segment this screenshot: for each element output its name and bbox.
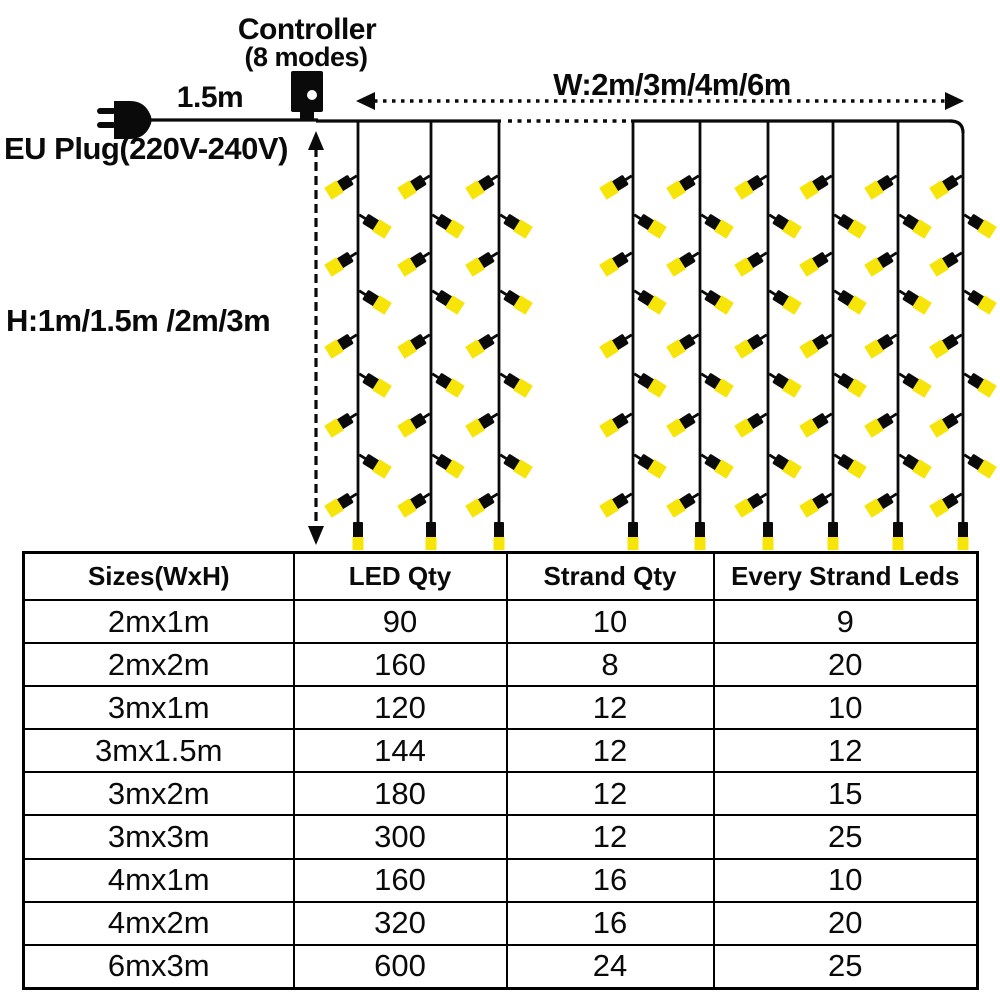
led-bulb-icon <box>799 329 835 359</box>
led-bulb-icon <box>429 368 465 398</box>
led-bulb-icon <box>356 449 392 479</box>
led-bulb-icon <box>631 285 667 315</box>
led-bulb-icon <box>599 170 635 200</box>
led-bulb-icon <box>465 329 501 359</box>
led-bulb-icon <box>666 247 702 277</box>
led-bulb-icon <box>429 209 465 239</box>
value-cell: 25 <box>714 815 978 858</box>
led-bulb-icon <box>497 285 533 315</box>
led-bulb-icon <box>397 488 433 518</box>
table-row <box>24 815 978 858</box>
value-cell: 20 <box>714 643 978 686</box>
led-bulb-icon <box>698 209 734 239</box>
led-bulb-icon <box>831 285 867 315</box>
value-cell: 12 <box>507 772 714 815</box>
led-bulb-icon <box>929 247 965 277</box>
led-bulb-icon <box>599 247 635 277</box>
led-bulb-icon <box>324 247 360 277</box>
led-bulb-icon <box>766 368 802 398</box>
strand-end-bulb-icon <box>828 522 839 550</box>
led-bulb-icon <box>698 449 734 479</box>
led-bulb-icon <box>799 408 835 438</box>
value-cell: 10 <box>507 600 714 643</box>
table-row <box>24 945 978 989</box>
value-cell: 160 <box>294 859 507 902</box>
table-row <box>24 600 978 643</box>
size-cell: 6mx3m <box>24 945 294 989</box>
strand-end-bulb-icon <box>353 522 364 550</box>
led-bulb-icon <box>497 209 533 239</box>
led-bulb-icon <box>734 488 770 518</box>
led-bulb-icon <box>324 170 360 200</box>
led-strand <box>929 131 997 550</box>
table-row <box>24 859 978 902</box>
led-bulb-icon <box>929 170 965 200</box>
led-bulb-icon <box>864 247 900 277</box>
led-bulb-icon <box>666 170 702 200</box>
led-bulb-icon <box>397 408 433 438</box>
size-cell: 3mx1m <box>24 686 294 729</box>
led-bulb-icon <box>324 408 360 438</box>
led-bulb-icon <box>698 368 734 398</box>
controller-button-dot <box>307 90 317 100</box>
size-cell: 3mx1.5m <box>24 729 294 772</box>
column-header: Sizes(WxH) <box>24 553 294 601</box>
table-row <box>24 686 978 729</box>
led-bulb-icon <box>465 408 501 438</box>
led-bulb-icon <box>666 488 702 518</box>
value-cell: 12 <box>507 686 714 729</box>
led-bulb-icon <box>864 408 900 438</box>
controller-label: Controller <box>237 13 377 46</box>
led-bulb-icon <box>961 368 997 398</box>
height-dimension-label: H:1m/1.5m /2m/3m <box>6 303 271 338</box>
strand-end-bulb-icon <box>893 522 904 550</box>
led-bulb-icon <box>734 247 770 277</box>
led-bulb-icon <box>397 170 433 200</box>
led-bulb-icon <box>799 247 835 277</box>
eu-plug-label: EU Plug(220V-240V) <box>4 131 288 166</box>
value-cell: 160 <box>294 643 507 686</box>
led-bulb-icon <box>465 170 501 200</box>
led-bulb-icon <box>929 329 965 359</box>
led-bulb-icon <box>896 449 932 479</box>
led-bulb-icon <box>734 329 770 359</box>
strand-end-bulb-icon <box>494 522 505 550</box>
led-bulb-icon <box>599 329 635 359</box>
led-bulb-icon <box>324 488 360 518</box>
column-header: LED Qty <box>294 553 507 601</box>
controller-modes-label: (8 modes) <box>244 42 368 72</box>
led-bulb-icon <box>831 209 867 239</box>
led-bulb-icon <box>324 329 360 359</box>
led-bulb-icon <box>666 329 702 359</box>
spec-table <box>22 551 979 990</box>
value-cell: 10 <box>714 859 978 902</box>
size-cell: 2mx1m <box>24 600 294 643</box>
strand-end-bulb-icon <box>628 522 639 550</box>
led-bulb-icon <box>864 488 900 518</box>
led-bulb-icon <box>631 368 667 398</box>
led-strand <box>666 121 734 550</box>
led-bulb-icon <box>356 285 392 315</box>
led-bulb-icon <box>961 285 997 315</box>
value-cell: 16 <box>507 859 714 902</box>
strand-end-bulb-icon <box>695 522 706 550</box>
led-bulb-icon <box>831 449 867 479</box>
led-bulb-icon <box>961 209 997 239</box>
led-bulb-icon <box>929 488 965 518</box>
led-bulb-icon <box>599 488 635 518</box>
height-arrow-icon <box>308 131 324 545</box>
led-bulb-icon <box>631 209 667 239</box>
curtain-top-wire <box>316 121 963 133</box>
led-bulb-icon <box>497 449 533 479</box>
width-dimension-label: W:2m/3m/4m/6m <box>553 67 791 102</box>
led-bulb-icon <box>961 449 997 479</box>
value-cell: 15 <box>714 772 978 815</box>
value-cell: 120 <box>294 686 507 729</box>
led-bulb-icon <box>465 488 501 518</box>
led-strand <box>465 121 533 550</box>
led-bulb-icon <box>896 209 932 239</box>
led-bulb-icon <box>465 247 501 277</box>
size-cell: 4mx2m <box>24 902 294 945</box>
led-bulb-icon <box>429 449 465 479</box>
led-bulb-icon <box>799 488 835 518</box>
led-bulb-icon <box>766 449 802 479</box>
led-bulb-icon <box>864 329 900 359</box>
size-cell: 3mx2m <box>24 772 294 815</box>
value-cell: 9 <box>714 600 978 643</box>
led-bulb-icon <box>666 408 702 438</box>
value-cell: 16 <box>507 902 714 945</box>
led-bulb-icon <box>397 247 433 277</box>
value-cell: 144 <box>294 729 507 772</box>
led-bulb-icon <box>799 170 835 200</box>
size-cell: 4mx1m <box>24 859 294 902</box>
led-strand <box>799 121 867 550</box>
led-strand <box>397 121 465 550</box>
led-bulb-icon <box>864 170 900 200</box>
strand-end-bulb-icon <box>763 522 774 550</box>
table-row <box>24 729 978 772</box>
column-header: Strand Qty <box>507 553 714 601</box>
led-strand <box>599 121 667 550</box>
value-cell: 600 <box>294 945 507 989</box>
spec-table-body <box>24 600 978 989</box>
controller-icon <box>291 71 323 120</box>
value-cell: 12 <box>714 729 978 772</box>
value-cell: 12 <box>507 729 714 772</box>
led-strand <box>324 121 392 550</box>
column-header: Every Strand Leds <box>714 553 978 601</box>
value-cell: 8 <box>507 643 714 686</box>
strand-end-bulb-icon <box>426 522 437 550</box>
value-cell: 180 <box>294 772 507 815</box>
led-bulb-icon <box>896 368 932 398</box>
led-bulb-icon <box>429 285 465 315</box>
led-bulb-icon <box>929 408 965 438</box>
led-strand <box>864 121 932 550</box>
led-bulb-icon <box>599 408 635 438</box>
value-cell: 300 <box>294 815 507 858</box>
spec-table-head-row <box>24 553 978 601</box>
led-strand <box>734 121 802 550</box>
led-bulb-icon <box>831 368 867 398</box>
size-cell: 2mx2m <box>24 643 294 686</box>
led-bulb-icon <box>356 209 392 239</box>
value-cell: 10 <box>714 686 978 729</box>
led-bulb-icon <box>734 408 770 438</box>
table-row <box>24 902 978 945</box>
lead-length-label: 1.5m <box>176 81 244 114</box>
led-bulb-icon <box>497 368 533 398</box>
led-strands <box>324 121 997 550</box>
value-cell: 12 <box>507 815 714 858</box>
value-cell: 320 <box>294 902 507 945</box>
led-bulb-icon <box>734 170 770 200</box>
led-bulb-icon <box>766 285 802 315</box>
led-bulb-icon <box>698 285 734 315</box>
led-bulb-icon <box>356 368 392 398</box>
led-bulb-icon <box>766 209 802 239</box>
value-cell: 24 <box>507 945 714 989</box>
size-cell: 3mx3m <box>24 815 294 858</box>
led-bulb-icon <box>397 329 433 359</box>
led-bulb-icon <box>896 285 932 315</box>
led-bulb-icon <box>631 449 667 479</box>
table-row <box>24 643 978 686</box>
table-row <box>24 772 978 815</box>
value-cell: 25 <box>714 945 978 989</box>
value-cell: 20 <box>714 902 978 945</box>
value-cell: 90 <box>294 600 507 643</box>
strand-end-bulb-icon <box>958 522 969 550</box>
